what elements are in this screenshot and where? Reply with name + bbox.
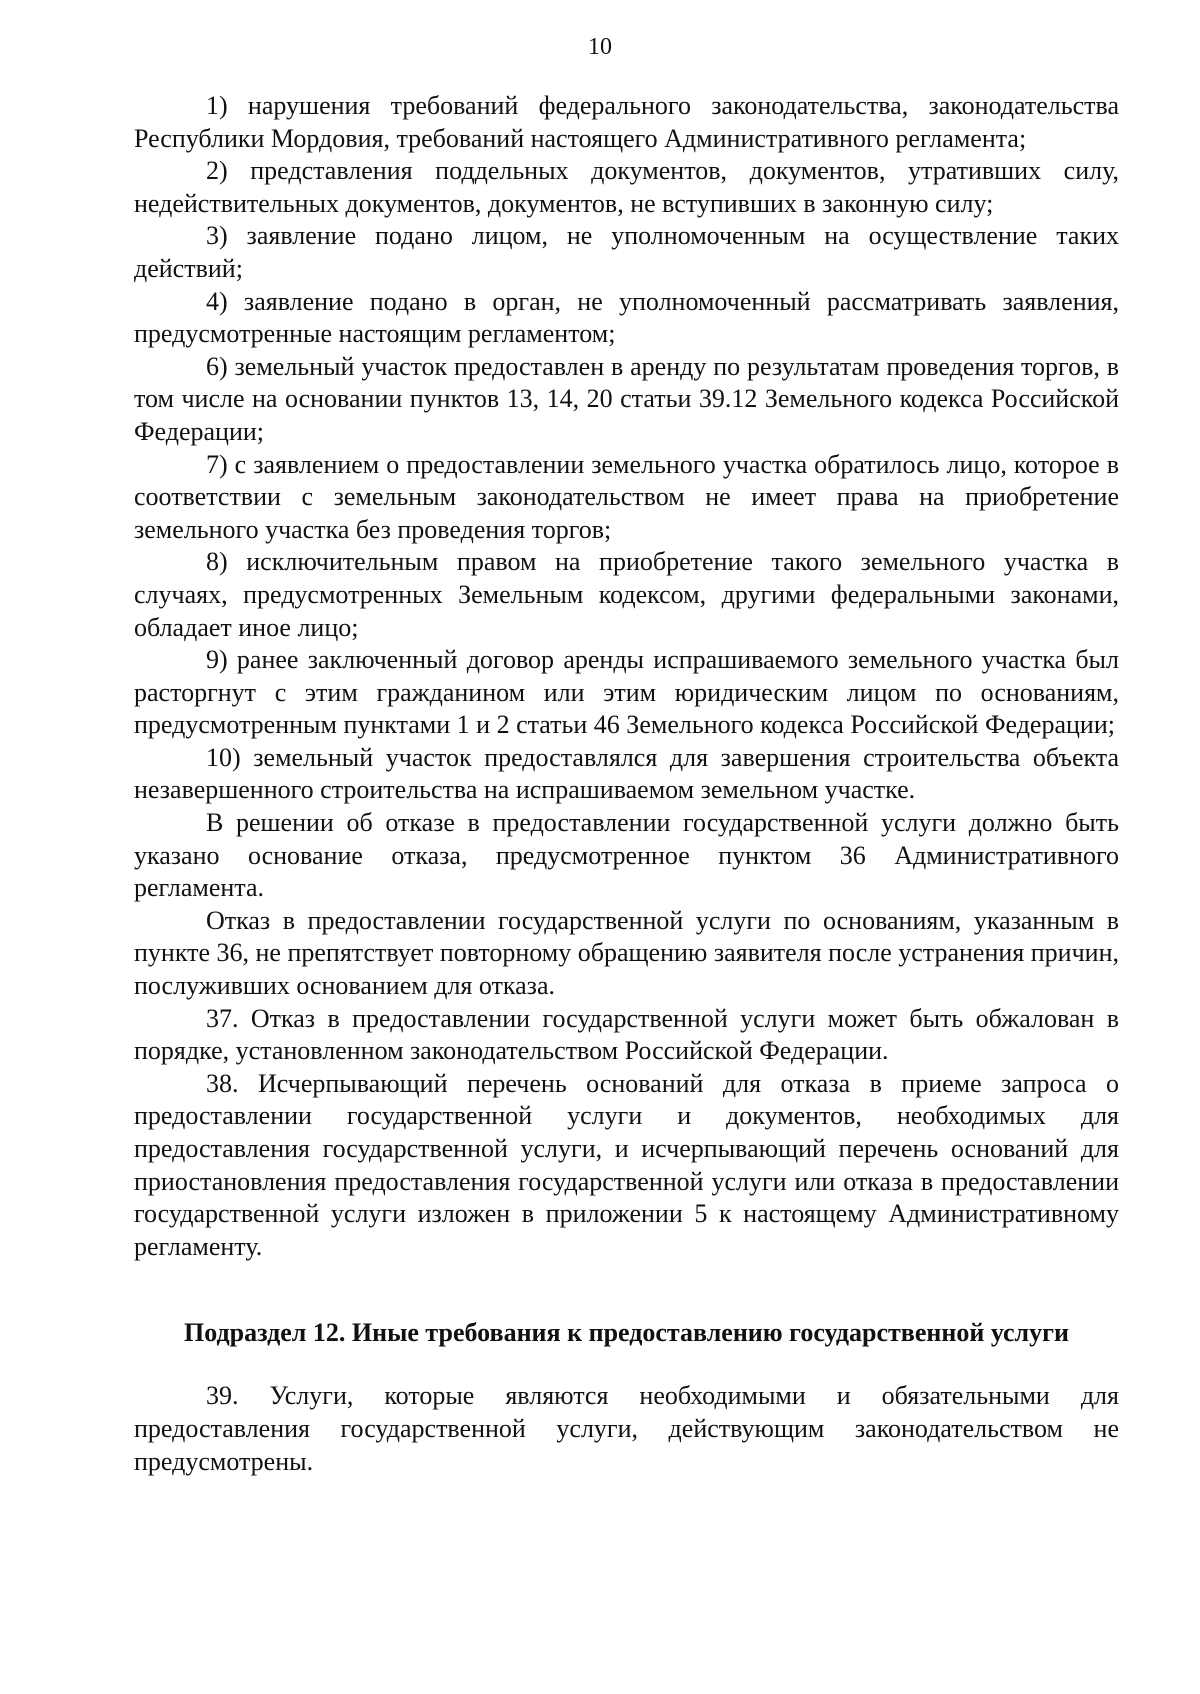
paragraph-item-3: 3) заявление подано лицом, не уполномоченным на осуществление таких действий; [134, 221, 1119, 283]
paragraph-item-8: 8) исключительным правом на приобретение такого земельного участка в случаях, предусмотренных Земельным кодексом, другими федеральными законами, обладает иное лицо; [134, 547, 1119, 642]
paragraph-item-9: 9) ранее заключенный договор аренды испрашиваемого земельного участка был расторгнут с этим гражданином или этим юридическим лицом по основаниям, предусмотренным пунктами 1 и 2 статьи 46 Земельного кодекса Российской Федерации; [134, 645, 1119, 740]
paragraph-clause-39: 39. Услуги, которые являются необходимыми и обязательными для предоставления государственной услуги, действующим законодательством не предусмотрены. [134, 1381, 1119, 1476]
paragraph-clause-38: 38. Исчерпывающий перечень оснований для отказа в приеме запроса о предоставлении государственной услуги и документов, необходимых для предоставления государственной услуги, и исчерпывающий перечень оснований для приостановления предоставления государственной услуги или отказа в предоставлении государственной услуги изложен в приложении 5 к настоящему Административному регламенту. [134, 1068, 1119, 1261]
paragraph-item-10: 10) земельный участок предоставлялся для завершения строительства объекта незавершенного строительства на испрашиваемом земельном участке. [134, 742, 1119, 805]
page-number: 10 [588, 34, 612, 60]
section-heading: Подраздел 12. Иные требования к предоставлению государственной услуги [184, 1318, 1069, 1348]
paragraph-item-6: 6) земельный участок предоставлен в аренду по результатам проведения торгов, в том числе на основании пунктов 13, 14, 20 статьи 39.12 Земельного кодекса Российской Федерации; [134, 351, 1119, 446]
paragraph-refusal-decision: В решении об отказе в предоставлении государственной услуги должно быть указано основание отказа, предусмотренное пунктом 36 Административного регламента. [134, 808, 1119, 903]
paragraph-item-4: 4) заявление подано в орган, не уполномоченный рассматривать заявления, предусмотренные настоящим регламентом; [134, 286, 1119, 349]
paragraph-item-1: 1) нарушения требований федерального законодательства, законодательства Республики Мордовия, требований настоящего Административного регламента; [134, 91, 1119, 153]
paragraph-clause-37: 37. Отказ в предоставлении государственной услуги может быть обжалован в порядке, установленном законодательством Российской Федерации. [134, 1003, 1119, 1066]
paragraph-item-7: 7) с заявлением о предоставлении земельного участка обратилось лицо, которое в соответствии с земельным законодательством не имеет права на приобретение земельного участка без проведения торгов; [134, 449, 1119, 544]
document-body [134, 90, 1119, 1478]
paragraph-item-2: 2) представления поддельных документов, документов, утративших силу, недействительных документов, документов, не вступивших в законную силу; [134, 156, 1119, 218]
paragraph-refusal-repeat: Отказ в предоставлении государственной услуги по основаниям, указанным в пункте 36, не препятствует повторному обращению заявителя после устранения причин, послуживших основанием для отказа. [134, 905, 1119, 1001]
